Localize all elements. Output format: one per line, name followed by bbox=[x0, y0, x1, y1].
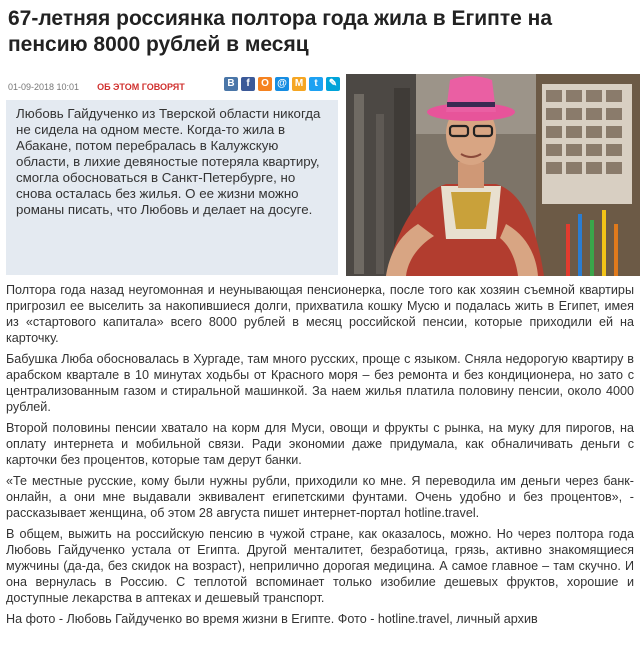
vk-icon[interactable]: В bbox=[224, 77, 238, 91]
article-title: 67-летняя россиянка полтора года жила в Египте на пенсию 8000 рублей в месяц bbox=[8, 7, 553, 56]
article-lead: Любовь Гайдученко из Тверской области никогда не сидела на одном месте. Когда-то жила в Абакане, потом перебралась в Калужскую области, в лихие девяностые потеряла квартиру, смогла обосноваться в Санкт-Петербурге, но снова осталась без жилья. О ее жизни можно романы писать, что Любовь и делает на досуге. bbox=[6, 100, 338, 275]
article-meta bbox=[8, 79, 185, 95]
article-paragraph: В общем, выжить на российскую пенсию в чужой стране, как оказалось, можно. Но через полтора года Любовь Гайдученко устала от Египта. Другой менталитет, безработица, грязь, активно знакомящиеся мужчины (да-да, без скидок на возраст), неприлично дорогая медицина. А самое главное – там скучно. И она вернулась в Россию. С теплотой вспоминает только изобилие дешевых фруктов, хорошие и доступные лекарства в аптеках и дешевый транспорт. bbox=[6, 527, 634, 605]
article-body bbox=[6, 282, 634, 632]
article-paragraph: «Те местные русские, кому были нужны рубли, приходили ко мне. Я переводила им деньги через банк-онлайн, а они мне выдавали эквивалент египетскими фунтами. Очень удобно и без процентов», - рассказывает женщина, об этом 28 августа пишет интернет-портал hotline.travel. bbox=[6, 474, 634, 520]
livejournal-icon[interactable]: ✎ bbox=[326, 77, 340, 91]
article-date: 01-09-2018 10:01 bbox=[8, 82, 80, 92]
facebook-icon[interactable]: f bbox=[241, 77, 255, 91]
article-paragraph: Полтора года назад неугомонная и неунывающая пенсионерка, после того как хозяин съемной квартиры пригрозил ее выселить за накопившиеся долги, прихватила кошку Мусю и подалась жить в Египет, имея из «стартового капитала» всего 8000 рублей в месяц российской пенсии, которые приходили ей на карточку. bbox=[6, 283, 634, 345]
category-link[interactable]: ОБ ЭТОМ ГОВОРЯТ bbox=[97, 82, 185, 92]
share-buttons bbox=[224, 77, 340, 91]
article-paragraph: Бабушка Люба обосновалась в Хургаде, там много русских, проще с языком. Сняла недорогую квартиру в арабском квартале в 10 минутах ходьбы от Красного моря – без ремонта и без кондиционера, но зато с централизованным газом и стиральной машинкой. За наем жилья платила половину пенсии, около 4000 рублей. bbox=[6, 352, 634, 414]
odnoklassniki-icon[interactable]: О bbox=[258, 77, 272, 91]
twitter-icon[interactable]: t bbox=[309, 77, 323, 91]
photo-caption: На фото - Любовь Гайдученко во время жизни в Египте. Фото - hotline.travel, личный архив bbox=[6, 612, 538, 626]
article-photo bbox=[346, 74, 640, 276]
moimir-icon[interactable]: М bbox=[292, 77, 306, 91]
mail-icon[interactable]: @ bbox=[275, 77, 289, 91]
article-paragraph: Второй половины пенсии хватало на корм для Муси, овощи и фрукты с рынка, на муку для пирогов, на оплату интернета и мобильной связи. Ради экономии даже придумала, как обналичивать деньги с карточки без процентов, которые там дерут банки. bbox=[6, 421, 634, 467]
